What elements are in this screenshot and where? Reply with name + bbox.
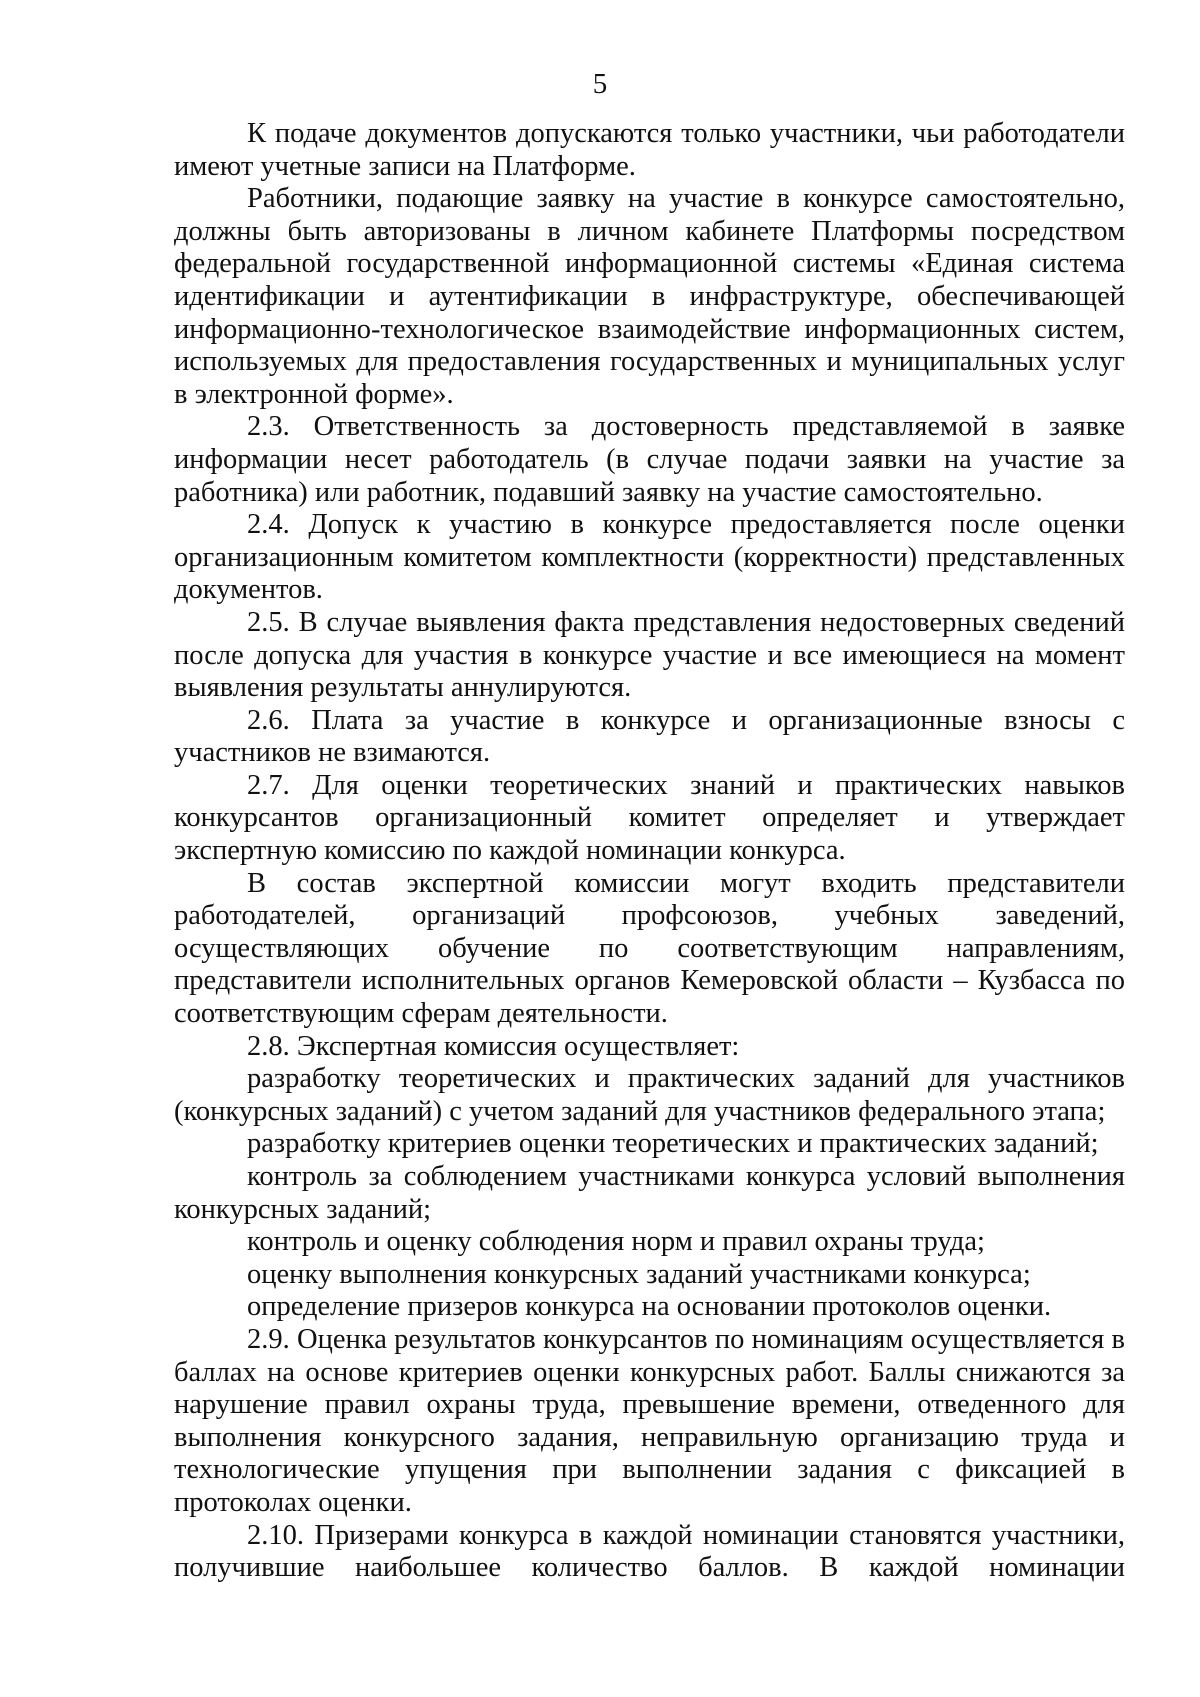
list-item-task-development: разработку теоретических и практических заданий для участников (конкурсных заданий) с учетом заданий для участников федерального этапа; <box>174 1063 1125 1127</box>
paragraph-2-5: 2.5. В случае выявления факта представления недостоверных сведений после допуска для участия в конкурсе участие и все имеющиеся на момент выявления результаты аннулируются. <box>174 606 1125 704</box>
list-item-criteria-development: разработку критериев оценки теоретических и практических заданий; <box>247 1128 1099 1160</box>
paragraph-2-9: 2.9. Оценка результатов конкурсантов по номинациям осуществляется в баллах на основе критериев оценки конкурсных работ. Баллы снижаются за нарушение правил охраны труда, превышение времени, отведенного для выполнения конкурсного задания, неправильную организацию труда и технологические упущения при выполнении задания с фиксацией в протоколах оценки. <box>174 1323 1125 1518</box>
paragraph-2-6: 2.6. Плата за участие в конкурсе и организационные взносы с участников не взимаются. <box>174 704 1125 769</box>
list-item-compliance-control: контроль за соблюдением участниками конкурса условий выполнения конкурсных заданий; <box>174 1161 1125 1225</box>
paragraph-expert-commission-composition: В состав экспертной комиссии могут входить представители работодателей, организаций профсоюзов, учебных заведений, осуществляющих обучение по соответствующим направлениям, представители исполнительных органов Кемеровской области – Кузбасса по соответствующим сферам деятельности. <box>174 867 1125 1030</box>
list-item-safety-control: контроль и оценку соблюдения норм и правил охраны труда; <box>247 1226 985 1258</box>
paragraph-2-4: 2.4. Допуск к участию в конкурсе предоставляется после оценки организационным комитетом комплектности (корректности) представленных документов. <box>174 509 1125 606</box>
paragraph-2-3: 2.3. Ответственность за достоверность представляемой в заявке информации несет работодатель (в случае подачи заявки на участие за работника) или работник, подавший заявку на участие самостоятельно. <box>174 411 1125 508</box>
page-number: 5 <box>592 68 608 100</box>
list-item-evaluation: оценку выполнения конкурсных заданий участниками конкурса; <box>247 1258 1031 1290</box>
paragraph-authorization: Работники, подающие заявку на участие в конкурсе самостоятельно, должны быть авторизованы в личном кабинете Платформы посредством федеральной государственной информационной системы «Единая система идентификации и аутентификации в инфраструктуре, обеспечивающей информационно-технологическое взаимодействие информационных систем, используемых для предоставления государственных и муниципальных услуг в электронной форме». <box>174 183 1125 410</box>
paragraph-2-8: 2.8. Экспертная комиссия осуществляет: <box>247 1030 740 1062</box>
paragraph-2-10: 2.10. Призерами конкурса в каждой номинации становятся участники, получившие наибольшее количество баллов. В каждой номинации <box>174 1519 1125 1584</box>
paragraph-2-7: 2.7. Для оценки теоретических знаний и практических навыков конкурсантов организационный комитет определяет и утверждает экспертную комиссию по каждой номинации конкурса. <box>174 769 1125 867</box>
paragraph-access: К подаче документов допускаются только участники, чьи работодатели имеют учетные записи на Платформе. <box>174 118 1125 182</box>
list-item-winner-determination: определение призеров конкурса на основании протоколов оценки. <box>247 1291 1052 1323</box>
document-body <box>174 118 1125 1585</box>
